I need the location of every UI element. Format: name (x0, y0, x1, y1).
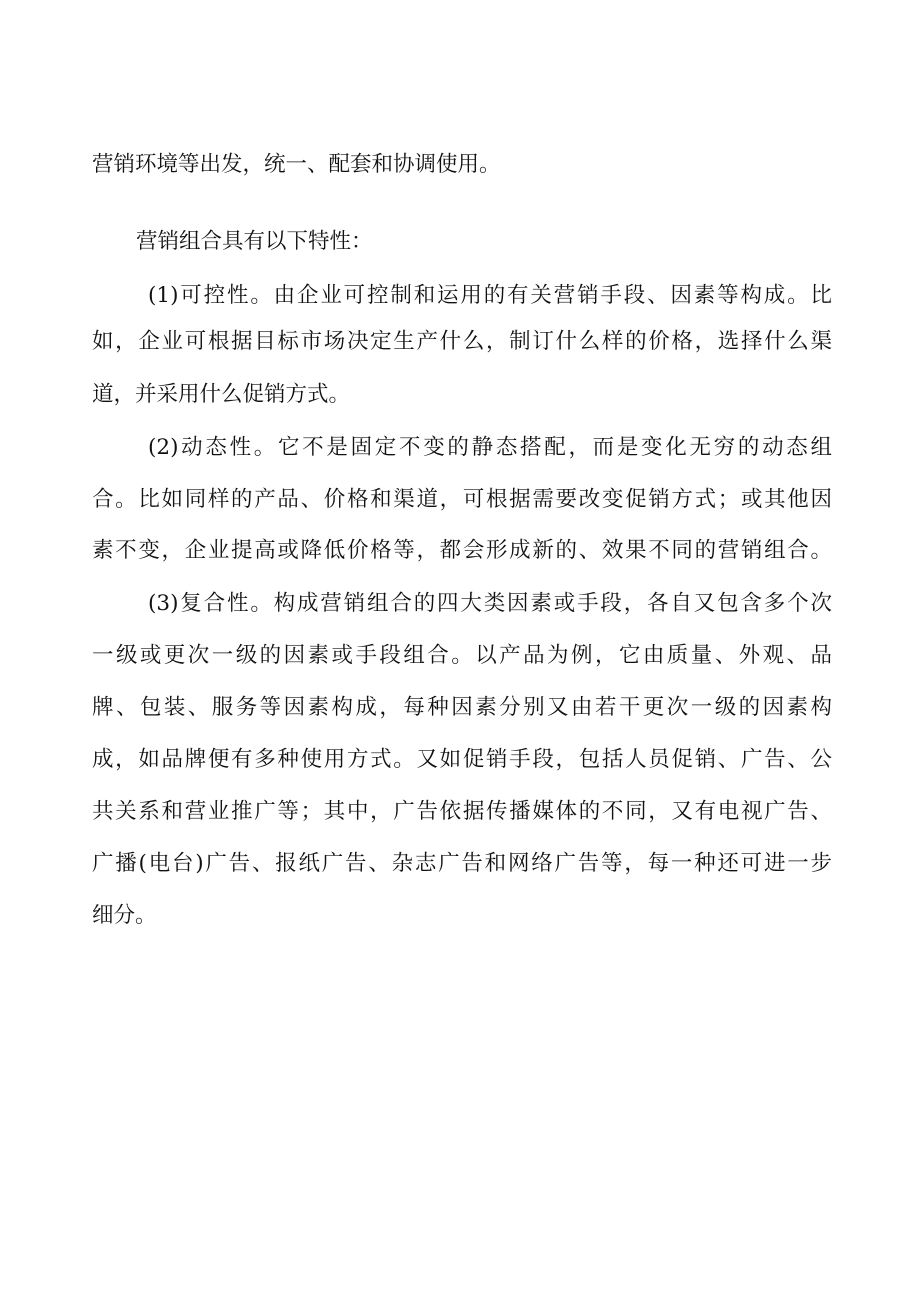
item-1-line-3: 道，并采用什么促销方式。 (92, 382, 351, 407)
item-2-line-1: (2)动态性。它不是固定不变的静态搭配，而是变化无穷的动态组 (148, 435, 832, 460)
intro-line: 营销环境等出发，统一、配套和协调使用。 (92, 152, 501, 177)
item-2-line-3: 素不变，企业提高或降低价格等，都会形成新的、效果不同的营销组合。 (92, 538, 832, 563)
item-3-line-4: 成，如品牌便有多种使用方式。又如促销手段，包括人员促销、广告、公 (92, 747, 832, 772)
item-3-line-6: 广播(电台)广告、报纸广告、杂志广告和网络广告等，每一种还可进一步 (92, 851, 832, 876)
item-3-line-1: (3)复合性。构成营销组合的四大类因素或手段，各自又包含多个次 (148, 591, 832, 616)
item-1-line-2: 如，企业可根据目标市场决定生产什么，制订什么样的价格，选择什么渠 (92, 329, 832, 354)
item-3-line-3: 牌、包装、服务等因素构成，每种因素分别又由若干更次一级的因素构 (92, 695, 832, 720)
item-3-line-5: 共关系和营业推广等；其中，广告依据传播媒体的不同，又有电视广告、 (92, 799, 832, 824)
item-2-line-2: 合。比如同样的产品、价格和渠道，可根据需要改变促销方式；或其他因 (92, 487, 832, 512)
lead-paragraph: 营销组合具有以下特性： (136, 229, 373, 254)
item-3-line-2: 一级或更次一级的因素或手段组合。以产品为例，它由质量、外观、品 (92, 643, 832, 668)
item-3-line-7: 细分。 (92, 903, 157, 928)
item-1-line-1: (1)可控性。由企业可控制和运用的有关营销手段、因素等构成。比 (148, 283, 832, 308)
